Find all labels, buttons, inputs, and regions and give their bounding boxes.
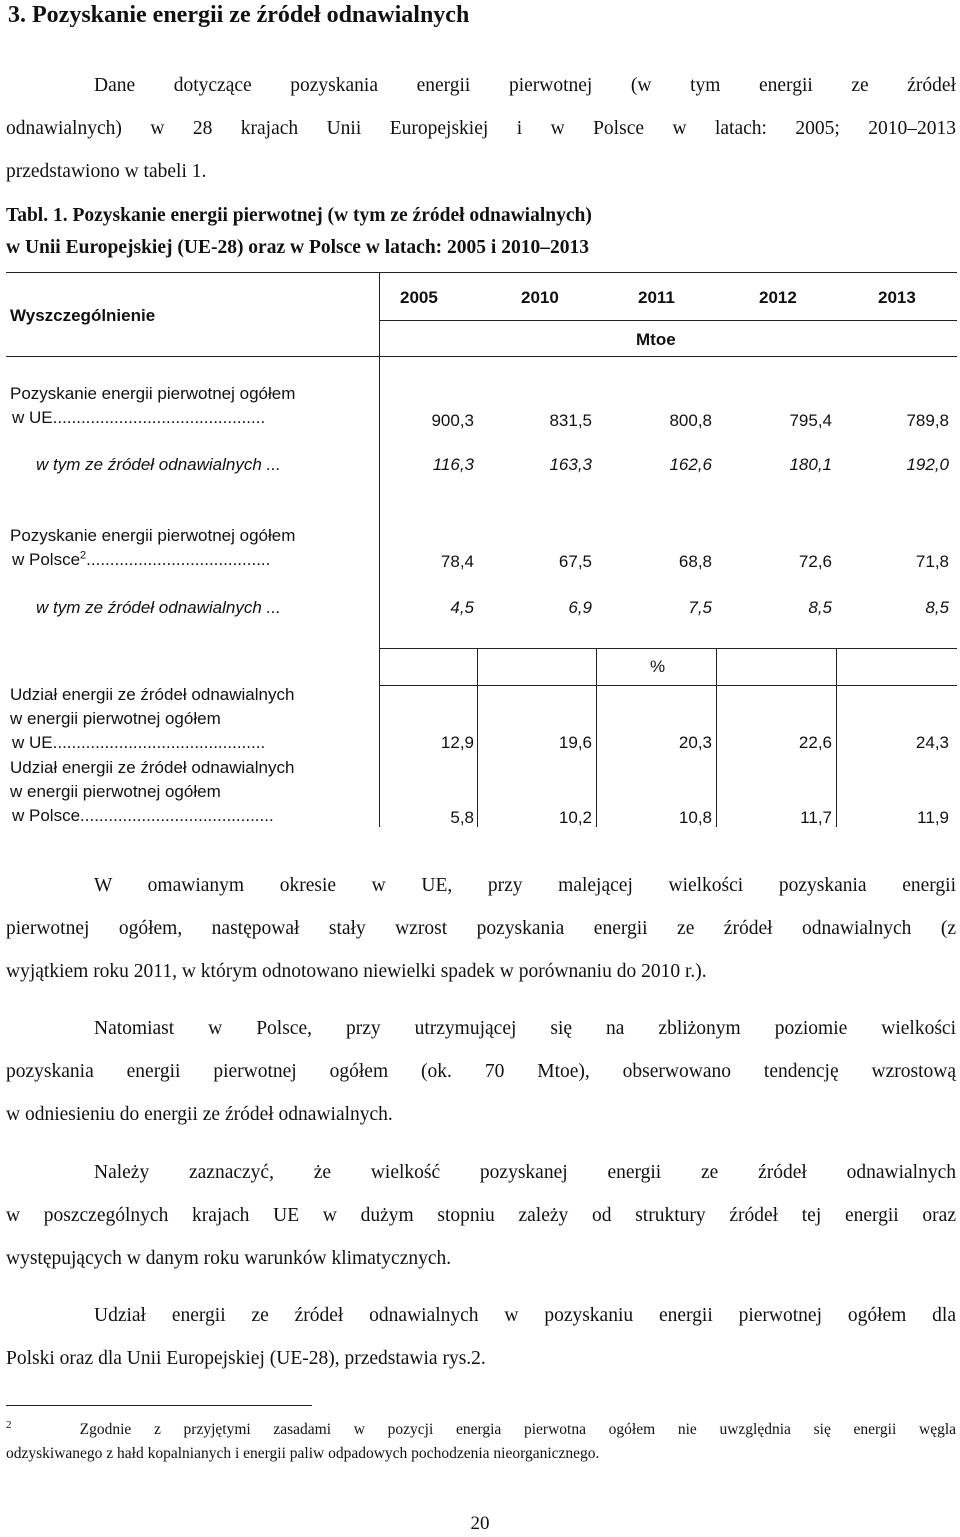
paragraph-4-line-1: Udział energii ze źródeł odnawialnych w pozyskaniu energii pierwotnej ogółem dla (94, 1305, 956, 1326)
intro-line-1: Dane dotyczące pozyskania energii pierwotnej (w tym energii ze źródeł (94, 75, 956, 96)
column-divider-4 (836, 648, 837, 827)
year-2005: 2005 (400, 288, 438, 307)
paragraph-1-line-3: wyjątkiem roku 2011, w którym odnotowano niewielki spadek w porównaniu do 2010 r.). (6, 961, 707, 982)
row5-label-line1: Udział energii ze źródeł odnawialnych (10, 685, 295, 704)
row3-label-line2: w Polsce$^2$....................................... (12, 549, 271, 569)
footnote-line-2: odzyskiwanego z hałd kopalnianych i energii paliw odpadowych pochodzenia nieorganicznego. (6, 1445, 600, 1462)
row6-value-2005: 5,8 (450, 808, 474, 827)
table-caption-line-1: Tabl. 1. Pozyskanie energii pierwotnej (w tym ze źródeł odnawialnych) (6, 205, 592, 226)
paragraph-3-line-3: występujących w danym roku warunków klimatycznych. (6, 1248, 452, 1269)
row3-value-2005: 78,4 (440, 552, 474, 571)
page-number: 20 (470, 1513, 490, 1534)
row5-value-2005: 12,9 (440, 733, 474, 752)
row6-label-line3: w Polsce......................................... (12, 806, 274, 825)
header-bottom-rule (6, 356, 957, 357)
row5-value-2010: 19,6 (558, 733, 592, 752)
footnote-ref: 2 (80, 549, 87, 562)
footnote (6, 1418, 956, 1466)
row6-value-2013: 11,9 (917, 808, 949, 827)
row5-label-line3: w UE............................................. (12, 733, 266, 752)
row4-value-2012: 8,5 (808, 598, 832, 617)
row3-value-2010: 67,5 (558, 552, 592, 571)
row6-value-2011: 10,8 (678, 808, 712, 827)
row1-value-2005: 900,3 (431, 411, 474, 430)
row4-value-2011: 7,5 (688, 598, 712, 617)
row3-value-2012: 72,6 (798, 552, 832, 571)
row3-value-2013: 71,8 (915, 552, 949, 571)
section-heading: 3. Pozyskanie energii ze źródeł odnawialnych (8, 2, 470, 28)
row1-value-2012: 795,4 (789, 411, 832, 430)
year-2013: 2013 (878, 288, 916, 307)
row4-value-2005: 4,5 (450, 598, 474, 617)
year-2010: 2010 (521, 288, 559, 307)
table-top-rule (6, 272, 957, 273)
row5-label-line2: w energii pierwotnej ogółem (10, 709, 221, 728)
row3-value-2011: 68,8 (678, 552, 712, 571)
row5-value-2011: 20,3 (678, 733, 712, 752)
paragraph-3 (6, 1151, 956, 1280)
row2-value-2012: 180,1 (789, 455, 832, 474)
paragraph-3-line-1: Należy zaznaczyć, że wielkość pozyskanej energii ze źródeł odnawialnych (94, 1162, 956, 1183)
row5-value-2012: 22,6 (798, 733, 832, 752)
table-caption-line-2: w Unii Europejskiej (UE-28) oraz w Polsce w latach: 2005 i 2010–2013 (6, 237, 589, 258)
unit-percent: % (650, 657, 666, 676)
footnote-separator (6, 1405, 312, 1406)
year-2012: 2012 (759, 288, 797, 307)
row1-label-line2: w UE............................................. (12, 408, 266, 427)
paragraph-4 (6, 1294, 956, 1380)
column-divider-2 (596, 648, 597, 827)
year-2011: 2011 (638, 288, 675, 307)
row1-value-2013: 789,8 (906, 411, 949, 430)
intro-line-3: przedstawiono w tabeli 1. (6, 161, 207, 182)
row6-value-2010: 10,2 (558, 808, 592, 827)
row6-label-line1: Udział energii ze źródeł odnawialnych (10, 758, 295, 777)
years-underline (380, 320, 957, 321)
paragraph-2 (6, 1007, 956, 1136)
paragraph-2-line-2: pozyskania energii pierwotnej ogółem (ok. 70 Mtoe), obserwowano tendencję wzrostową (6, 1061, 956, 1082)
row4-value-2013: 8,5 (925, 598, 949, 617)
row2-value-2011: 162,6 (669, 455, 712, 474)
row5-value-2013: 24,3 (915, 733, 949, 752)
paragraph-4-line-2: Polski oraz dla Unii Europejskiej (UE-28), przedstawia rys.2. (6, 1348, 486, 1369)
row6-label-line2: w energii pierwotnej ogółem (10, 782, 221, 801)
paragraph-3-line-2: w poszczególnych krajach UE w dużym stopniu zależy od struktury źródeł tej energii oraz (6, 1205, 956, 1226)
paragraph-1 (6, 864, 956, 993)
row1-value-2011: 800,8 (669, 411, 712, 430)
intro-paragraph (6, 64, 956, 193)
paragraph-1-line-1: W omawianym okresie w UE, przy malejącej wielkości pozyskania energii (94, 875, 956, 896)
row4-value-2010: 6,9 (568, 598, 592, 617)
row2-value-2010: 163,3 (549, 455, 592, 474)
row6-value-2012: 11,7 (800, 808, 832, 827)
paragraph-2-line-3: w odniesieniu do energii ze źródeł odnawialnych. (6, 1104, 393, 1125)
footnote-line-1: $^2$ Zgodnie z przyjętymi zasadami w pozycji energia pierwotna ogółem nie uwzględnia się energii węgla (6, 1418, 957, 1438)
row2-label: w tym ze źródeł odnawialnych ... (36, 455, 281, 474)
row3-label-line1: Pozyskanie energii pierwotnej ogółem (10, 526, 296, 545)
row1-value-2010: 831,5 (549, 411, 592, 430)
paragraph-2-line-1: Natomiast w Polsce, przy utrzymującej się na zbliżonym poziomie wielkości (94, 1018, 956, 1039)
row1-label-line1: Pozyskanie energii pierwotnej ogółem (10, 384, 296, 403)
paragraph-1-line-2: pierwotnej ogółem, następował stały wzrost pozyskania energii ze źródeł odnawialnych (z (6, 918, 956, 939)
footnote-marker: 2 (6, 1418, 12, 1431)
row4-label: w tym ze źródeł odnawialnych ... (36, 598, 281, 617)
header-label: Wyszczególnienie (10, 306, 156, 325)
column-divider-1 (477, 648, 478, 827)
row2-value-2013: 192,0 (906, 455, 949, 474)
column-divider-3 (716, 648, 717, 827)
percent-bottom-rule (380, 685, 957, 686)
row2-value-2005: 116,3 (432, 455, 474, 474)
intro-line-2: odnawialnych) w 28 krajach Unii Europejskiej i w Polsce w latach: 2005; 2010–2013 (6, 118, 956, 139)
unit-mtoe: Mtoe (636, 330, 676, 349)
column-divider-0 (379, 272, 380, 827)
percent-top-rule (380, 648, 957, 649)
table-caption (6, 200, 592, 264)
